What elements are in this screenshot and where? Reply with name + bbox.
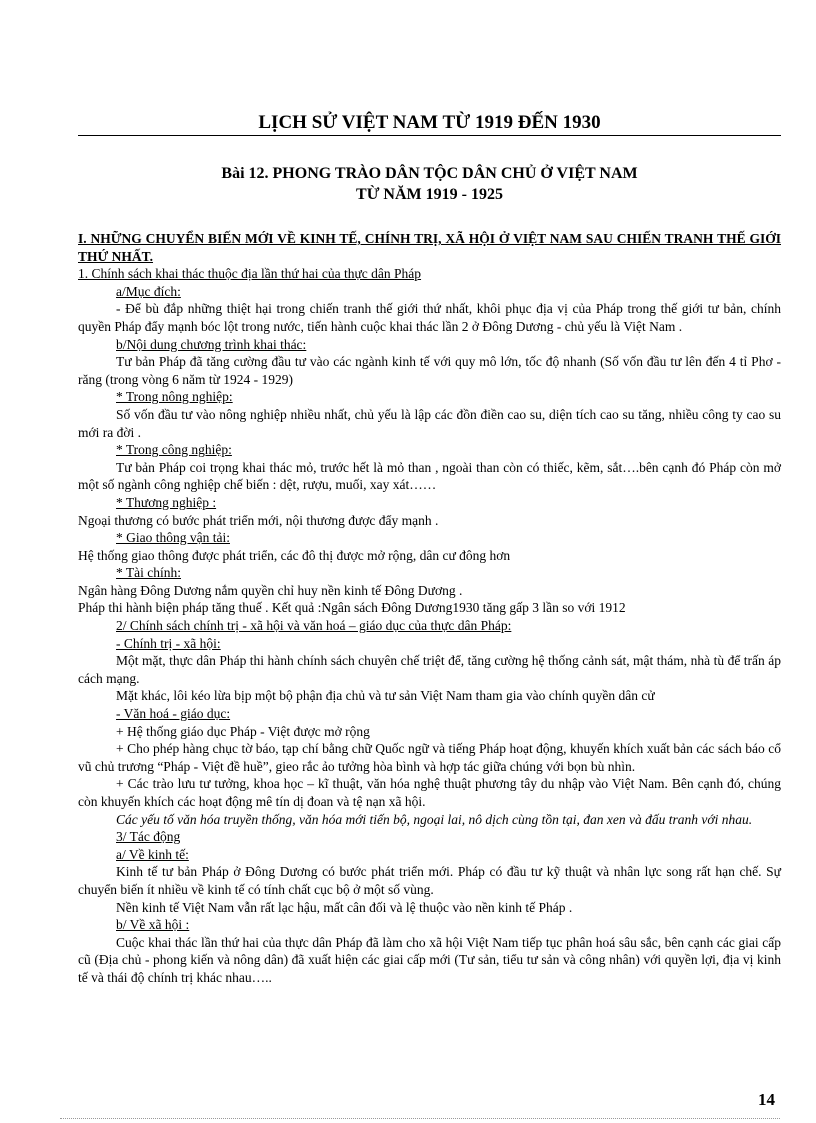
subheading: * Tài chính: bbox=[116, 565, 181, 581]
paragraph: Nền kinh tế Việt Nam vẫn rất lạc hậu, mất cân đối và lệ thuộc vào nền kinh tế Pháp . bbox=[116, 899, 573, 915]
paragraph: Pháp thi hành biện pháp tăng thuế . Kết quả :Ngân sách Đông Dương1930 tăng gấp 3 lần so với 1912 bbox=[78, 600, 626, 616]
main-title: LỊCH SỬ VIỆT NAM TỪ 1919 ĐẾN 1930 bbox=[258, 112, 601, 133]
section-heading: I. NHỮNG CHUYỂN BIẾN MỚI VỀ KINH TẾ, CHÍNH TRỊ, XÃ HỘI Ở VIỆT NAM SAU CHIẾN TRANH THẾ GIỚI THỨ NHẤT. bbox=[78, 231, 781, 264]
paragraph: Tư bản Pháp coi trọng khai thác mỏ, trước hết là mỏ than , ngoài than còn có thiếc, kẽm, sắt….bên cạnh đó Pháp còn mở một số ngành công nghiệp chế biến : dệt, rượu, muối, xay xát…… bbox=[78, 459, 781, 493]
paragraph: Các yếu tố văn hóa truyền thống, văn hóa mới tiến bộ, ngoại lai, nô dịch cùng tồn tại, đan xen và đấu tranh với nhau. bbox=[116, 811, 753, 827]
subheading: * Trong nông nghiệp: bbox=[116, 389, 233, 405]
subheading: - Chính trị - xã hội: bbox=[116, 635, 221, 651]
title-divider bbox=[78, 135, 781, 136]
subheading: 2/ Chính sách chính trị - xã hội và văn hoá – giáo dục của thực dân Pháp: bbox=[116, 618, 512, 634]
paragraph: + Cho phép hàng chục tờ báo, tạp chí bằng chữ Quốc ngữ và tiếng Pháp hoạt động, khuyến khích xuất bản các sách báo cổ vũ chủ trương “Pháp - Việt đề huề”, gieo rắc ảo tưởng hòa bình và hợp tác giữa chúng với bọn bù nhìn. bbox=[78, 741, 781, 774]
subheading: b/Nội dung chương trình khai thác: bbox=[116, 336, 307, 352]
paragraph: Tư bản Pháp đã tăng cường đầu tư vào các ngành kinh tế với quy mô lớn, tốc độ nhanh (Số vốn đầu tư lên đến 4 tỉ Phơ - răng (trong vòng 6 năm từ 1924 - 1929) bbox=[78, 354, 781, 387]
paragraph: Kinh tế tư bản Pháp ở Đông Dương có bước phát triển mới. Pháp có đầu tư kỹ thuật và nhân lực song rất hạn chế. Sự chuyển biến ít nhiều về kinh tế có tính chất cục bộ ở một số vùng. bbox=[78, 864, 781, 897]
subheading: b/ Về xã hội : bbox=[116, 917, 190, 933]
subheading: 3/ Tác động bbox=[116, 829, 181, 845]
subheading: 1. Chính sách khai thác thuộc địa lần thứ hai của thực dân Pháp bbox=[78, 266, 422, 282]
lesson-title bbox=[78, 163, 781, 205]
paragraph: Ngân hàng Đông Dương nắm quyền chỉ huy nền kinh tế Đông Dương . bbox=[78, 582, 463, 598]
document-body bbox=[78, 230, 781, 987]
paragraph: Ngoại thương có bước phát triển mới, nội thương được đẩy mạnh . bbox=[78, 512, 439, 528]
subheading: a/Mục đích: bbox=[116, 283, 181, 299]
page-number: 14 bbox=[758, 1090, 775, 1109]
paragraph: Một mặt, thực dân Pháp thi hành chính sách chuyên chế triệt để, tăng cường hệ thống cảnh sát, mật thám, nhà tù để trấn áp cách mạng. bbox=[78, 653, 781, 686]
subheading: * Giao thông vận tải: bbox=[116, 530, 230, 546]
paragraph: Hệ thống giao thông được phát triển, các đô thị được mở rộng, dân cư đông hơn bbox=[78, 547, 511, 563]
paragraph: Cuộc khai thác lần thứ hai của thực dân Pháp đã làm cho xã hội Việt Nam tiếp tục phân hoá sâu sắc, bên cạnh các giai cấp cũ (Địa chủ - phong kiến và nông dân) đã xuất hiện các giai cấp mới (Tư sản, tiểu tư sản và công nhân) với quyền lợi, địa vị kinh tế và thái độ chính trị khác nhau….. bbox=[78, 934, 781, 985]
subheading: a/ Về kinh tế: bbox=[116, 846, 189, 862]
paragraph: - Để bù đắp những thiệt hại trong chiến tranh thế giới thứ nhất, khôi phục địa vị của Pháp trong thế giới tư bản, chính quyền Pháp đẩy mạnh bóc lột trong nước, tiến hành cuộc khai thác lần 2 ở Đông Dương - chủ yếu là Việt Nam . bbox=[78, 301, 781, 334]
subheading: * Thương nghiệp : bbox=[116, 494, 217, 510]
subheading: - Văn hoá - giáo dục: bbox=[116, 706, 231, 722]
paragraph-list bbox=[78, 265, 781, 986]
paragraph: Số vốn đầu tư vào nông nghiệp nhiều nhất, chủ yếu là lập các đồn điền cao su, diện tích cao su tăng, nhiều công ty cao su mới ra đời . bbox=[78, 406, 781, 440]
paragraph: + Hệ thống giáo dục Pháp - Việt được mở rộng bbox=[116, 723, 370, 739]
paragraph: Mặt khác, lôi kéo lừa bịp một bộ phận địa chủ và tư sản Việt Nam tham gia vào chính quyền dân cử bbox=[116, 688, 655, 704]
lesson-title-line-2: TỪ NĂM 1919 - 1925 bbox=[356, 186, 503, 203]
lesson-title-line-1: Bài 12. PHONG TRÀO DÂN TỘC DÂN CHỦ Ở VIỆT NAM bbox=[221, 165, 638, 182]
subheading: * Trong công nghiệp: bbox=[116, 442, 232, 458]
bottom-divider bbox=[60, 1118, 780, 1119]
paragraph: + Các trào lưu tư tưởng, khoa học – kĩ thuật, văn hóa nghệ thuật phương tây du nhập vào Việt Nam. Bên cạnh đó, chúng còn khuyến khích các hoạt động mê tín dị đoan và tệ nạn xã hội. bbox=[78, 776, 781, 809]
